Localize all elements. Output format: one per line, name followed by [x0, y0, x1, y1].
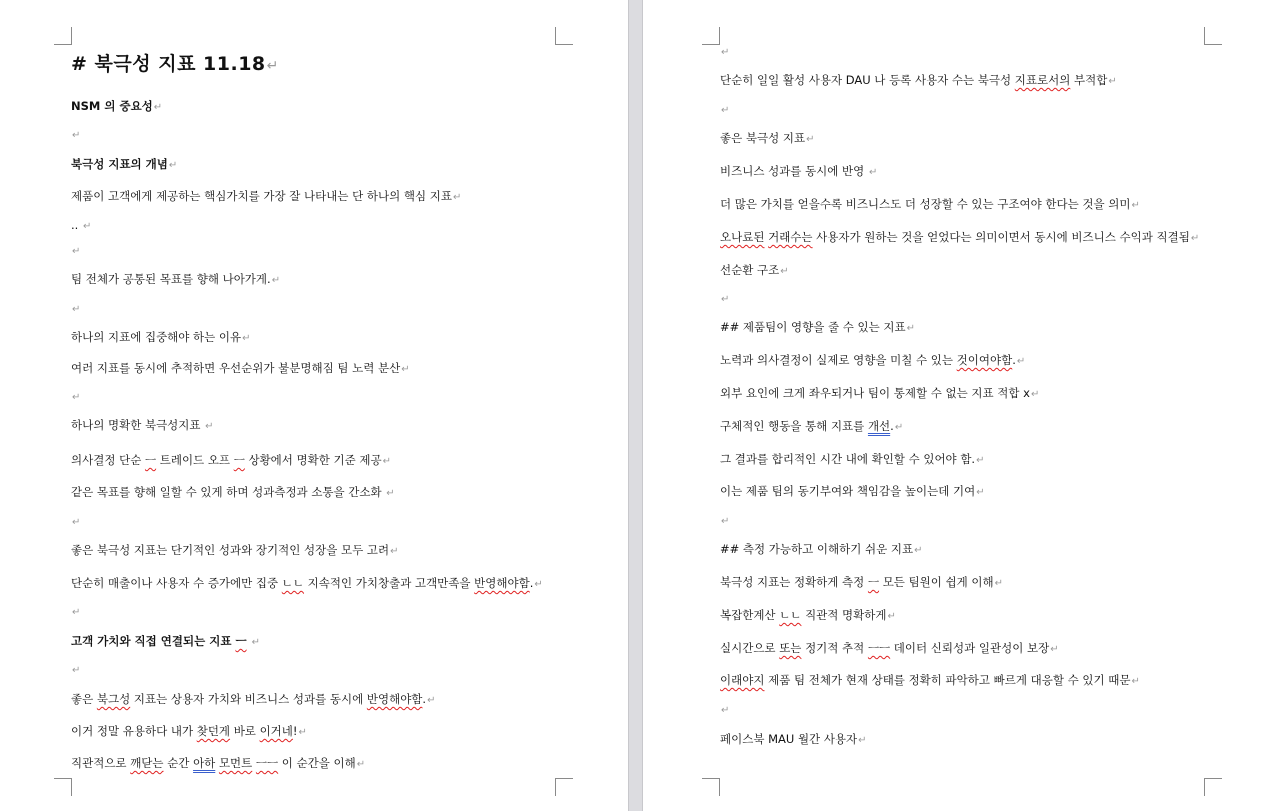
- empty-paragraph[interactable]: ↵: [72, 246, 81, 257]
- empty-paragraph[interactable]: ↵: [721, 705, 730, 716]
- paragraph[interactable]: 북극성 지표의 개념↵: [71, 157, 178, 171]
- crop-mark-top-left: [702, 27, 720, 45]
- paragraph[interactable]: 고객 가치와 직접 연결되는 지표 ㅡ ↵: [71, 634, 260, 648]
- paragraph[interactable]: 그 결과를 합리적인 시간 내에 확인할 수 있어야 함.↵: [720, 452, 985, 466]
- empty-paragraph[interactable]: ↵: [72, 304, 81, 315]
- page-gutter: [628, 0, 643, 811]
- paragraph[interactable]: 하나의 지표에 집중해야 하는 이유↵: [71, 330, 251, 344]
- paragraph[interactable]: NSM 의 중요성↵: [71, 99, 163, 113]
- paragraph[interactable]: 외부 요인에 크게 좌우되거나 팀이 통제할 수 없는 지표 적합 x↵: [720, 386, 1040, 400]
- crop-mark-bottom-right: [1204, 778, 1222, 796]
- paragraph[interactable]: 좋은 북그성 지표는 상용자 가치와 비즈니스 성과를 동시에 반영해야함.↵: [71, 692, 436, 706]
- empty-paragraph[interactable]: ↵: [72, 517, 81, 528]
- empty-paragraph[interactable]: ↵: [72, 392, 81, 403]
- paragraph[interactable]: 같은 목표를 향해 일할 수 있게 하며 성과측정과 소통을 간소화 ↵: [71, 485, 395, 499]
- crop-mark-bottom-left: [702, 778, 720, 796]
- paragraph[interactable]: 직관적으로 깨닫는 순간 아하 모먼트 ㅡㅡ 이 순간을 이해↵: [71, 756, 366, 770]
- paragraph[interactable]: 구체적인 행동을 통해 지표를 개선.↵: [720, 419, 904, 433]
- paragraph[interactable]: 하나의 명확한 북극성지표 ↵: [71, 418, 214, 432]
- document-title[interactable]: # 북극성 지표 11.18↵: [71, 53, 279, 75]
- paragraph[interactable]: 북극성 지표는 정확하게 측정 ㅡ 모든 팀원이 쉽게 이해↵: [720, 575, 1004, 589]
- paragraph[interactable]: 오나료된 거래수는 사용자가 원하는 것을 얻었다는 의미이면서 동시에 비즈니스 수익과 직결됨↵: [720, 230, 1200, 244]
- paragraph[interactable]: 의사결정 단순 ㅡ 트레이드 오프 ㅡ 상황에서 명확한 기준 제공↵: [71, 453, 392, 467]
- paragraph[interactable]: 좋은 북극성 지표↵: [720, 131, 815, 145]
- empty-paragraph[interactable]: ↵: [72, 665, 81, 676]
- paragraph[interactable]: 페이스북 MAU 월간 사용자↵: [720, 732, 867, 746]
- paragraph[interactable]: ## 제품팀이 영향을 줄 수 있는 지표↵: [720, 320, 916, 334]
- crop-mark-bottom-left: [54, 778, 72, 796]
- paragraph[interactable]: 이래야지 제품 팀 전체가 현재 상태를 정확히 파악하고 빠르게 대응할 수 있기 때문↵: [720, 673, 1140, 687]
- empty-paragraph[interactable]: ↵: [721, 294, 730, 305]
- crop-mark-bottom-right: [555, 778, 573, 796]
- paragraph[interactable]: 이는 제품 팀의 동기부여와 책임감을 높이는데 기여↵: [720, 484, 985, 498]
- empty-paragraph[interactable]: ↵: [72, 607, 81, 618]
- paragraph[interactable]: ## 측정 가능하고 이해하기 쉬운 지표↵: [720, 542, 923, 556]
- paragraph[interactable]: 여러 지표를 동시에 추적하면 우선순위가 불분명해짐 팀 노력 분산↵: [71, 361, 410, 375]
- paragraph[interactable]: 팀 전체가 공통된 목표를 향해 나아가게.↵: [71, 272, 281, 286]
- empty-paragraph[interactable]: ↵: [721, 516, 730, 527]
- paragraph[interactable]: 단순히 매출이나 사용자 수 증가에만 집중 ㄴㄴ 지속적인 가치창출과 고객만족을 반영해야함.↵: [71, 576, 543, 590]
- empty-paragraph[interactable]: ↵: [721, 105, 730, 116]
- empty-paragraph[interactable]: ↵: [72, 130, 81, 141]
- paragraph[interactable]: 이거 정말 유용하다 내가 찾던게 바로 이거네!↵: [71, 724, 307, 738]
- paragraph[interactable]: 좋은 북극성 지표는 단기적인 성과와 장기적인 성장을 모두 고려↵: [71, 543, 399, 557]
- paragraph[interactable]: 단순히 일일 활성 사용자 DAU 나 등록 사용자 수는 북극성 지표로서의 부적합↵: [720, 73, 1117, 87]
- paragraph[interactable]: .. ↵: [71, 218, 92, 232]
- crop-mark-top-left: [54, 27, 72, 45]
- paragraph[interactable]: 복잡한계산 ㄴㄴ 직관적 명확하게↵: [720, 608, 896, 622]
- paragraph[interactable]: 실시간으로 또는 정기적 추적 ㅡㅡ 데이터 신뢰성과 일관성이 보장↵: [720, 641, 1059, 655]
- paragraph[interactable]: 노력과 의사결정이 실제로 영향을 미칠 수 있는 것이여야함.↵: [720, 353, 1026, 367]
- document-page-right: [643, 0, 1267, 811]
- paragraph[interactable]: 제품이 고객에게 제공하는 핵심가치를 가장 잘 나타내는 단 하나의 핵심 지표↵: [71, 189, 462, 203]
- document-page-left: [0, 0, 628, 811]
- crop-mark-top-right: [1204, 27, 1222, 45]
- paragraph[interactable]: 비즈니스 성과를 동시에 반영 ↵: [720, 164, 878, 178]
- empty-paragraph[interactable]: ↵: [721, 47, 730, 58]
- crop-mark-top-right: [555, 27, 573, 45]
- paragraph[interactable]: 선순환 구조↵: [720, 263, 789, 277]
- paragraph[interactable]: 더 많은 가치를 얻을수록 비즈니스도 더 성장할 수 있는 구조여야 한다는 것을 의미↵: [720, 197, 1140, 211]
